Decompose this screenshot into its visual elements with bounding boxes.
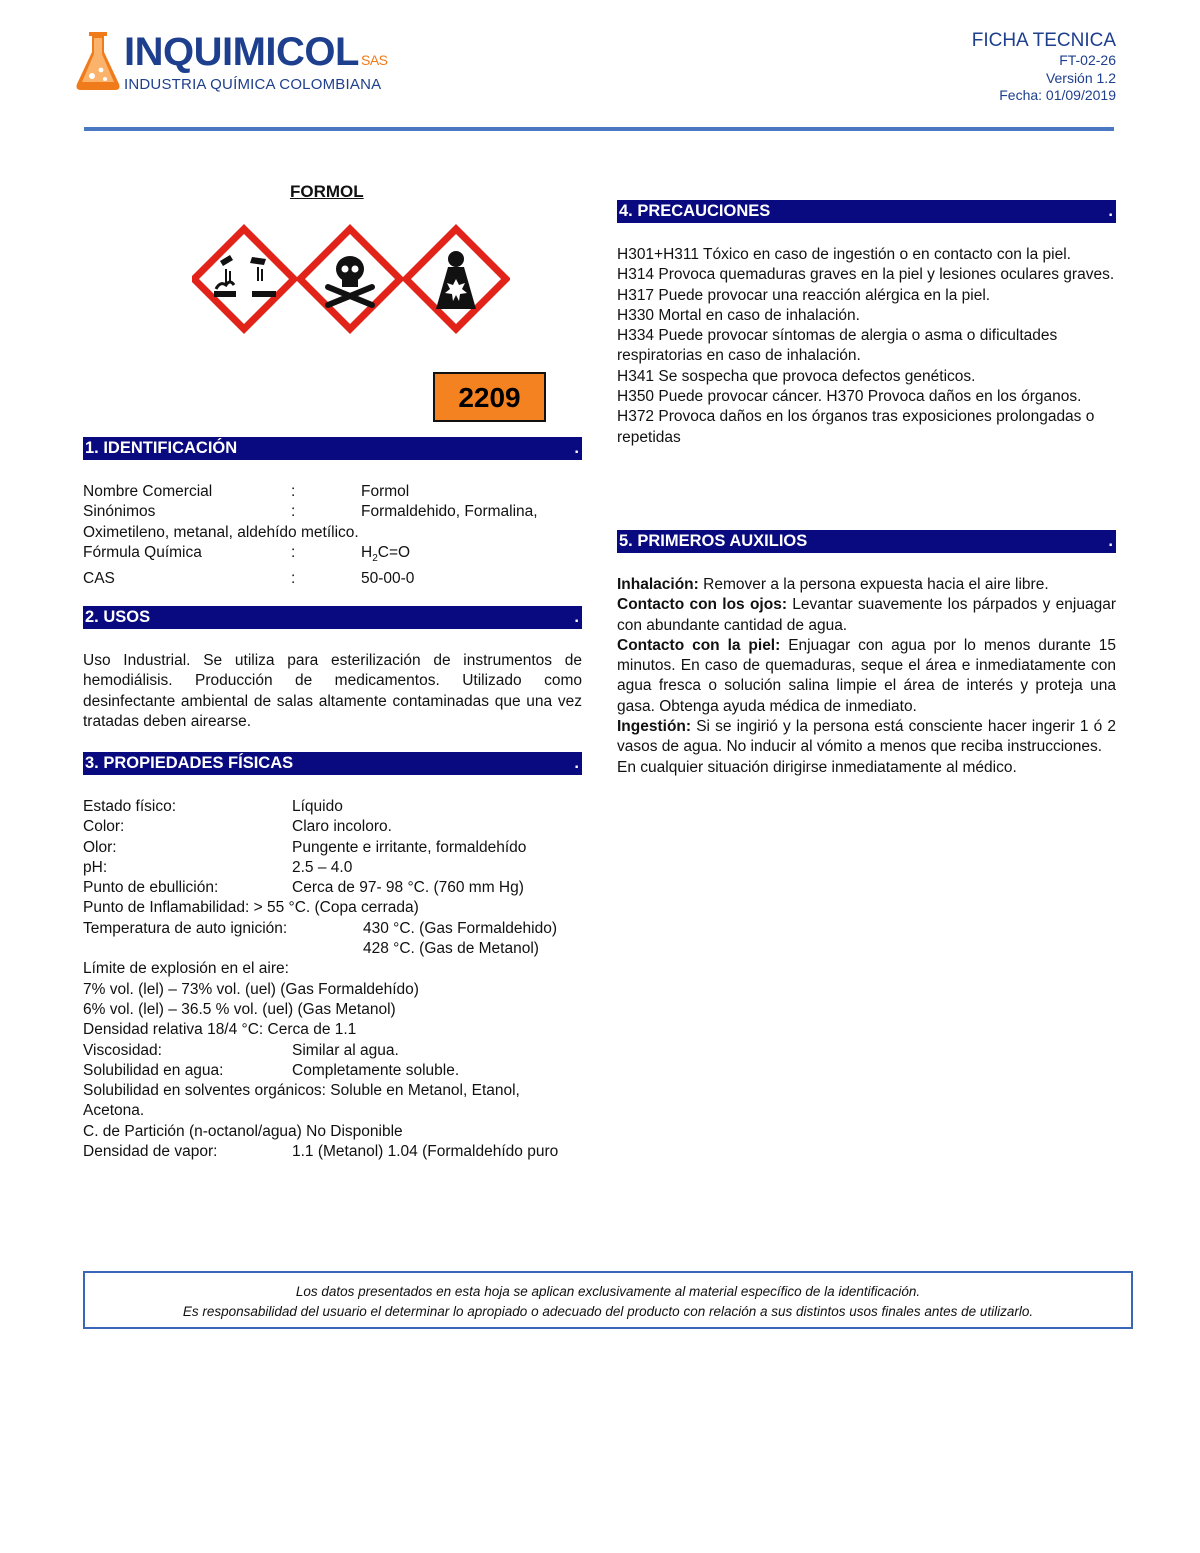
prop-olor: Olor: Pungente e irritante, formaldehído — [83, 838, 527, 856]
prop-densidad: Densidad relativa 18/4 °C: Cerca de 1.1 — [83, 1021, 357, 1039]
field-cas: CAS : 50-00-0 — [83, 570, 415, 588]
aid-ojos: Contacto con los ojos: Levantar suavemente los párpados y enjuagar con abundante cantidad de agua. — [617, 596, 1117, 634]
health-hazard-icon — [406, 229, 506, 329]
field-sinonimos-cont: Oximetileno, metanal, aldehído metílico. — [83, 523, 359, 541]
hazard-statement: H372 Provoca daños en los órganos tras exposiciones prolongadas o repetidas — [617, 408, 1095, 446]
prop-ph: pH: 2.5 – 4.0 — [83, 858, 353, 876]
section-title-identificacion: 1. IDENTIFICACIÓN . — [83, 437, 582, 460]
prop-particion: C. de Partición (n-octanol/agua) No Disponible — [83, 1122, 403, 1140]
section-title-precauciones: 4. PRECAUCIONES . — [617, 200, 1116, 223]
corrosion-icon — [194, 229, 294, 329]
company-subtitle: INDUSTRIA QUÍMICA COLOMBIANA — [124, 76, 382, 93]
flask-logo-icon — [74, 30, 122, 92]
prop-solubilidad-agua: Solubilidad en agua: Completamente soluble. — [83, 1061, 460, 1079]
doc-type: FICHA TECNICA — [971, 30, 1116, 51]
prop-viscosidad: Viscosidad: Similar al agua. — [83, 1041, 399, 1059]
prop-densidad-vapor: Densidad de vapor: 1.1 (Metanol) 1.04 (Formaldehído puro — [83, 1143, 559, 1161]
hazard-statement: H314 Provoca quemaduras graves en la piel y lesiones oculares graves. — [617, 266, 1115, 284]
hazard-statement: H301+H311 Tóxico en caso de ingestión o en contacto con la piel. — [617, 246, 1071, 263]
header-divider — [84, 127, 1114, 131]
company-suffix: SAS — [360, 52, 388, 68]
company-name: INQUIMICOL SAS — [124, 30, 388, 74]
disclaimer-box — [83, 1271, 1133, 1329]
prop-autoignicion: Temperatura de auto ignición: 430 °C. (Gas Formaldehido) — [83, 919, 557, 937]
aid-inhalacion: Inhalación: Remover a la persona expuesta hacia el aire libre. — [617, 576, 1049, 593]
doc-code: FT-02-26 — [1059, 52, 1116, 68]
prop-limite-1: 7% vol. (lel) – 73% vol. (uel) (Gas Formaldehído) — [83, 980, 419, 998]
section-identificacion — [83, 437, 582, 590]
hazard-statement: H317 Puede provocar una reacción alérgica en la piel. — [617, 286, 991, 304]
hazard-statement: H350 Puede provocar cáncer. H370 Provoca daños en los órganos. — [617, 388, 1082, 406]
field-formula: Fórmula Química : $H_2C=O$ — [83, 543, 411, 564]
prop-ebullicion: Punto de ebullición: Cerca de 97- 98 °C. (760 mm Hg) — [83, 879, 524, 897]
disclaimer-line-1: Los datos presentados en esta hoja se aplican exclusivamente al material específico de la identificación. — [295, 1284, 921, 1299]
doc-date: Fecha: 01/09/2019 — [999, 87, 1116, 103]
section-propiedades — [83, 752, 582, 1162]
field-nombre-comercial: Nombre Comercial : Formol — [83, 483, 410, 500]
field-sinonimos: Sinónimos : Formaldehido, Formalina, — [83, 503, 538, 521]
aid-piel: Contacto con la piel: Enjuagar con agua por lo menos durante 15 minutos. En caso de quemaduras, seque el área e inmediatamente con agua fresca o solución salina limpie el área de interés y proteja una gasa. Obtenga ayuda médica de inmediato. — [617, 636, 1116, 715]
prop-autoignicion-2: 428 °C. (Gas de Metanol) — [363, 940, 539, 958]
section-title-primeros-auxilios: 5. PRIMEROS AUXILIOS . — [617, 530, 1116, 553]
product-title: FORMOL — [290, 182, 364, 201]
prop-limite: Límite de explosión en el aire: — [83, 960, 289, 978]
section-title-propiedades: 3. PROPIEDADES FÍSICAS . — [83, 752, 582, 775]
disclaimer-line-2: Es responsabilidad del usuario el determinar lo apropiado o adecuado del producto con relación a sus distintos usos finales antes de utilizarlo. — [182, 1304, 1034, 1319]
prop-estado: Estado físico: Líquido — [83, 798, 343, 815]
hazard-statement: H341 Se sospecha que provoca defectos genéticos. — [617, 367, 976, 385]
prop-inflamabilidad: Punto de Inflamabilidad: > 55 °C. (Copa cerrada) — [83, 899, 419, 917]
skull-crossbones-icon — [300, 229, 400, 329]
prop-solubilidad-solventes: Solubilidad en solventes orgánicos: Soluble en Metanol, Etanol, Acetona. — [83, 1082, 520, 1120]
hazard-statement: H334 Puede provocar síntomas de alergia o asma o dificultades respiratorias en caso de inhalación. — [617, 327, 1058, 365]
usos-text: Uso Industrial. Se utiliza para esterilización de instrumentos de hemodiálisis. Producción de medicamentos. Utilizado como desinfectante ambiental de salas altamente contaminadas que una vez tratadas deben airearse. — [83, 652, 582, 730]
hazard-statement: H330 Mortal en caso de inhalación. — [617, 306, 860, 324]
doc-version: Versión 1.2 — [1045, 69, 1116, 86]
section-title-usos: 2. USOS . — [83, 606, 582, 629]
un-number-panel: 2209 — [433, 372, 546, 422]
aid-ingestion: Ingestión: Si se ingirió y la persona está consciente hacer ingerir 1 ó 2 vasos de agua. No inducir al vómito a menos que reciba instrucciones. — [617, 718, 1116, 756]
section-primeros-auxilios — [617, 530, 1116, 778]
aid-final: En cualquier situación dirigirse inmediatamente al médico. — [617, 758, 1017, 776]
prop-limite-2: 6% vol. (lel) – 36.5 % vol. (uel) (Gas Metanol) — [83, 1000, 396, 1018]
section-usos — [83, 606, 582, 732]
ghs-pictograms — [192, 223, 510, 335]
document-header-info — [972, 30, 1116, 105]
prop-color: Color: Claro incoloro. — [83, 818, 392, 836]
section-precauciones — [617, 200, 1116, 448]
